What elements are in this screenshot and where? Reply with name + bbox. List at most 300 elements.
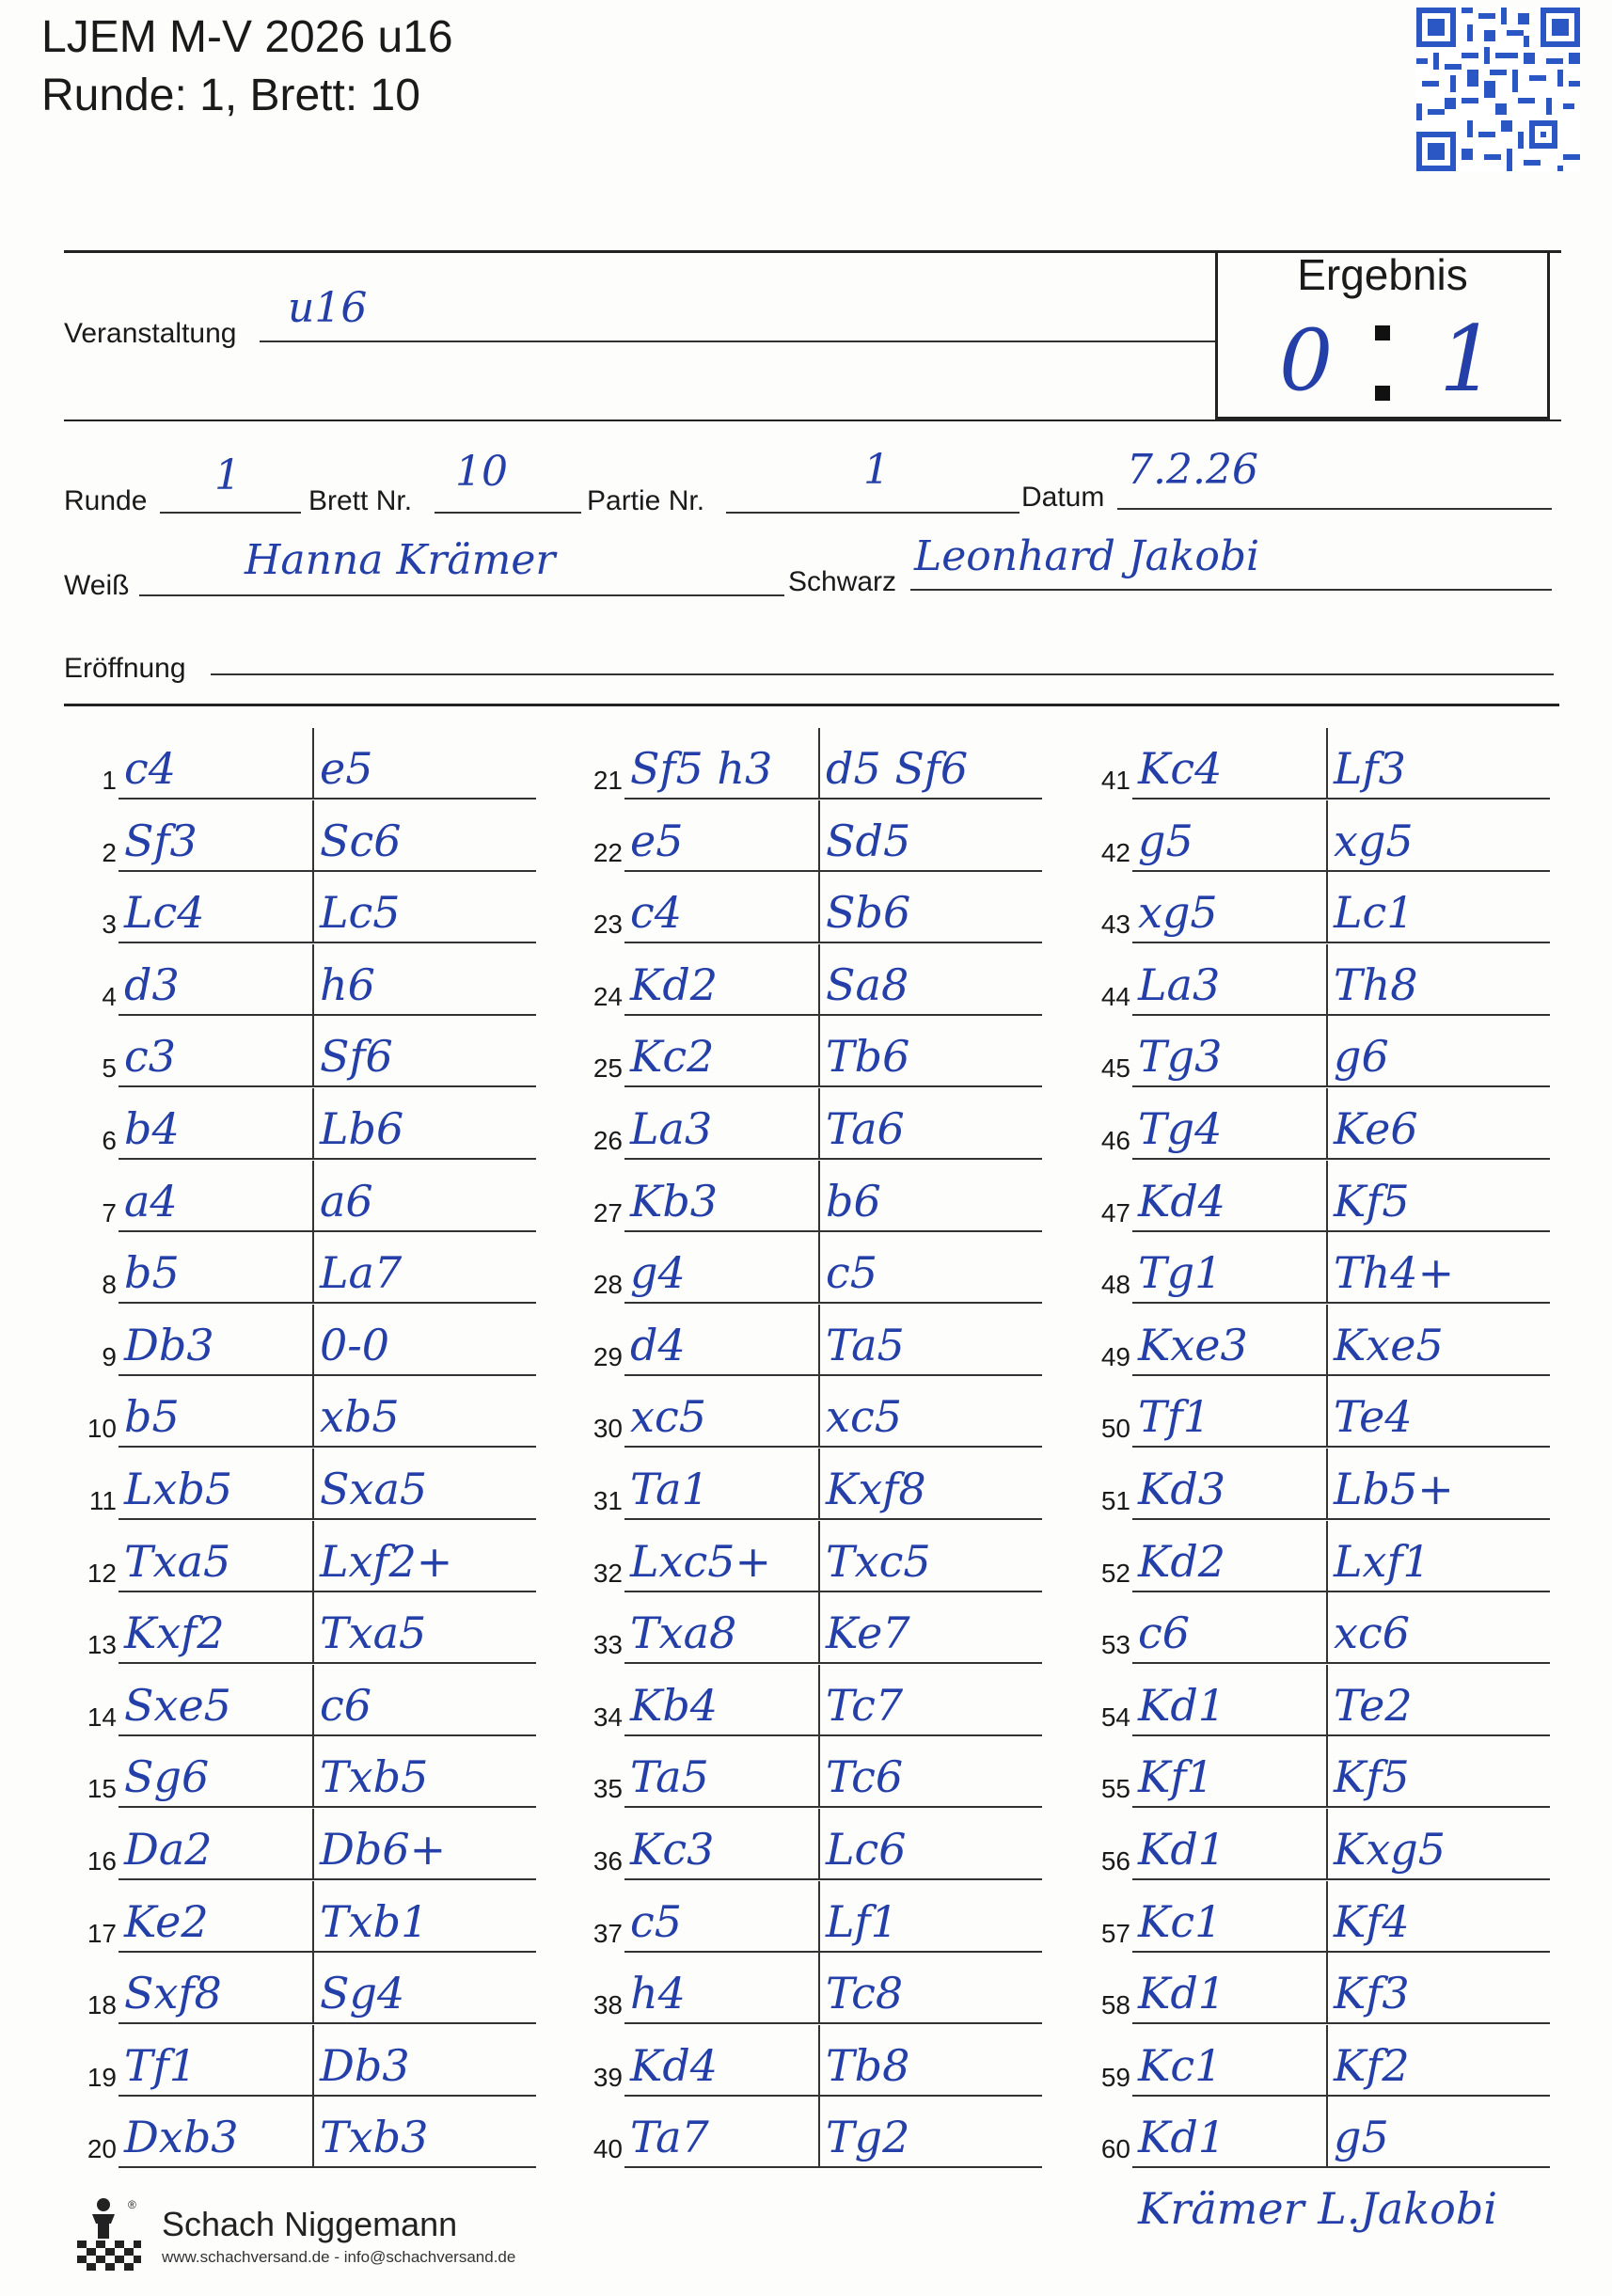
move-row bbox=[64, 1736, 536, 1808]
white-move: Lxb5 bbox=[124, 1464, 233, 1514]
move-number: 28 bbox=[593, 1270, 623, 1300]
black-move: Kxg5 bbox=[1334, 1824, 1446, 1875]
move-row bbox=[1078, 1953, 1550, 2024]
move-column-separator bbox=[1326, 728, 1328, 800]
move-number: 34 bbox=[593, 1702, 623, 1732]
white-move: La3 bbox=[1138, 958, 1221, 1010]
datum-label: Datum bbox=[1021, 482, 1105, 513]
black-move: Lc6 bbox=[826, 1824, 907, 1875]
move-column-separator bbox=[818, 1665, 820, 1736]
move-column-separator bbox=[312, 1809, 314, 1880]
move-row bbox=[1078, 1161, 1550, 1232]
move-row bbox=[570, 2097, 1042, 2168]
move-number: 23 bbox=[593, 910, 623, 940]
datum-line bbox=[1117, 508, 1552, 510]
move-column-separator bbox=[1326, 1305, 1328, 1376]
move-number: 15 bbox=[87, 1774, 117, 1804]
black-move: Txc5 bbox=[826, 1535, 931, 1587]
white-move: c5 bbox=[630, 1895, 683, 1947]
white-move: Kc4 bbox=[1138, 743, 1223, 794]
move-number: 11 bbox=[88, 1486, 117, 1515]
black-move: La7 bbox=[320, 1247, 403, 1299]
white-move: Kd1 bbox=[1138, 2112, 1226, 2163]
white-move: Lc4 bbox=[124, 887, 205, 939]
black-move: Ke7 bbox=[826, 1607, 910, 1659]
veranstaltung-label: Veranstaltung bbox=[64, 318, 237, 349]
black-move: Lb6 bbox=[320, 1103, 404, 1154]
move-row bbox=[570, 1449, 1042, 1520]
move-column-separator bbox=[1326, 872, 1328, 943]
white-move: Tf1 bbox=[124, 2039, 197, 2091]
black-move: b6 bbox=[826, 1175, 881, 1227]
black-move: Lc1 bbox=[1334, 887, 1414, 939]
move-row bbox=[64, 2025, 536, 2097]
move-number: 19 bbox=[87, 2062, 117, 2092]
veranstaltung-line bbox=[260, 340, 1215, 342]
black-move: e5 bbox=[320, 743, 373, 794]
white-move: Sxf8 bbox=[124, 1968, 222, 2019]
move-column-separator bbox=[1326, 1665, 1328, 1736]
black-move: c6 bbox=[320, 1679, 372, 1731]
black-move: Tb6 bbox=[826, 1031, 910, 1083]
move-row bbox=[1078, 1305, 1550, 1376]
move-number: 12 bbox=[87, 1558, 117, 1588]
move-line bbox=[624, 2166, 1042, 2168]
move-number: 3 bbox=[102, 910, 117, 940]
move-row bbox=[64, 1953, 536, 2024]
move-column-separator bbox=[312, 1161, 314, 1232]
black-move: Tc7 bbox=[826, 1679, 904, 1731]
move-number: 29 bbox=[593, 1341, 623, 1371]
move-column-separator bbox=[818, 2097, 820, 2168]
move-row bbox=[1078, 1449, 1550, 1520]
move-row bbox=[570, 1016, 1042, 1087]
black-move: xg5 bbox=[1334, 815, 1414, 866]
white-move: c4 bbox=[630, 887, 683, 939]
move-number: 9 bbox=[102, 1341, 117, 1371]
move-row bbox=[64, 1592, 536, 1664]
move-number: 10 bbox=[87, 1414, 117, 1444]
move-column-separator bbox=[312, 944, 314, 1016]
white-move: Kd2 bbox=[630, 958, 719, 1010]
move-number: 44 bbox=[1100, 981, 1130, 1011]
move-row bbox=[1078, 1088, 1550, 1160]
move-number: 53 bbox=[1100, 1630, 1130, 1660]
black-move: Tc6 bbox=[826, 1751, 904, 1803]
move-column-separator bbox=[1326, 1376, 1328, 1448]
white-move: b5 bbox=[124, 1391, 180, 1443]
white-move: Tg4 bbox=[1138, 1103, 1223, 1154]
white-move: Tg3 bbox=[1138, 1031, 1223, 1083]
black-move: Lf3 bbox=[1334, 743, 1406, 794]
white-move: Sg6 bbox=[124, 1751, 210, 1803]
move-row bbox=[570, 2025, 1042, 2097]
move-row bbox=[1078, 1016, 1550, 1087]
brett-label: Brett Nr. bbox=[308, 485, 413, 516]
black-move: Tg2 bbox=[826, 2112, 910, 2163]
move-column-separator bbox=[312, 1881, 314, 1953]
white-move: Kd3 bbox=[1138, 1464, 1226, 1514]
white-move: Dxb3 bbox=[124, 2112, 239, 2163]
move-number: 22 bbox=[593, 837, 623, 867]
white-move: Tf1 bbox=[1138, 1391, 1210, 1443]
black-move: Txb3 bbox=[320, 2112, 429, 2163]
move-number: 47 bbox=[1100, 1197, 1130, 1227]
move-column-separator bbox=[312, 1736, 314, 1808]
move-row bbox=[1078, 728, 1550, 800]
move-row bbox=[64, 872, 536, 943]
move-row bbox=[64, 2097, 536, 2168]
move-row bbox=[570, 728, 1042, 800]
black-move: Th4+ bbox=[1334, 1247, 1455, 1299]
move-row bbox=[570, 1736, 1042, 1808]
move-row bbox=[1078, 1232, 1550, 1304]
white-move: Kc2 bbox=[630, 1031, 715, 1083]
white-move: Kc1 bbox=[1138, 1895, 1223, 1947]
black-move: Lb5+ bbox=[1334, 1464, 1454, 1514]
move-number: 32 bbox=[593, 1558, 623, 1588]
move-column-separator bbox=[1326, 1521, 1328, 1592]
white-move: Kd2 bbox=[1138, 1535, 1226, 1587]
move-column-separator bbox=[1326, 1232, 1328, 1304]
move-row bbox=[64, 1088, 536, 1160]
move-row bbox=[570, 944, 1042, 1016]
move-row bbox=[570, 1592, 1042, 1664]
move-column-separator bbox=[312, 1592, 314, 1664]
black-move: Lxf1 bbox=[1334, 1535, 1430, 1587]
move-number: 48 bbox=[1100, 1270, 1130, 1300]
schwarz-line bbox=[910, 589, 1552, 591]
logo-contact: www.schachversand.de - info@schachversand.de bbox=[162, 2248, 516, 2266]
datum-value: 7.2.26 bbox=[1127, 446, 1258, 494]
white-move: Db3 bbox=[124, 1319, 214, 1370]
result-black-score: 1 bbox=[1439, 307, 1497, 412]
move-row bbox=[570, 1953, 1042, 2024]
move-row bbox=[570, 1376, 1042, 1448]
move-row bbox=[64, 1161, 536, 1232]
black-move: Sf6 bbox=[320, 1031, 393, 1083]
move-column-separator bbox=[312, 1016, 314, 1087]
move-number: 37 bbox=[593, 1918, 623, 1948]
white-move: b4 bbox=[124, 1103, 180, 1154]
weiss-value: Hanna Krämer bbox=[245, 536, 556, 584]
veranstaltung-value: u16 bbox=[288, 284, 368, 332]
black-move: Txa5 bbox=[320, 1607, 427, 1659]
move-number: 43 bbox=[1100, 910, 1130, 940]
move-column-separator bbox=[818, 1161, 820, 1232]
move-row bbox=[570, 872, 1042, 943]
white-move: Ta1 bbox=[630, 1464, 709, 1514]
move-row bbox=[64, 800, 536, 872]
white-move: g4 bbox=[630, 1247, 686, 1299]
move-column-separator bbox=[818, 1016, 820, 1087]
black-move: Th8 bbox=[1334, 958, 1418, 1010]
brett-value: 10 bbox=[455, 448, 508, 496]
eroeffnung-label: Eröffnung bbox=[64, 653, 186, 684]
move-row bbox=[570, 1088, 1042, 1160]
white-move: xc5 bbox=[630, 1391, 706, 1443]
black-move: Kf2 bbox=[1334, 2039, 1410, 2091]
move-column-separator bbox=[312, 800, 314, 872]
black-move: g5 bbox=[1334, 2112, 1389, 2163]
black-move: Ta5 bbox=[826, 1319, 905, 1370]
weiss-line bbox=[139, 594, 784, 596]
move-row bbox=[1078, 1592, 1550, 1664]
white-move: Kb3 bbox=[630, 1175, 719, 1227]
move-column-separator bbox=[312, 2097, 314, 2168]
move-number: 7 bbox=[102, 1197, 117, 1227]
black-move: Sg4 bbox=[320, 1968, 405, 2019]
move-column-separator bbox=[312, 1953, 314, 2024]
move-column-separator bbox=[818, 1232, 820, 1304]
move-number: 55 bbox=[1100, 1774, 1130, 1804]
black-move: xc5 bbox=[826, 1391, 902, 1443]
move-number: 56 bbox=[1100, 1846, 1130, 1876]
result-white-score: 0 bbox=[1279, 311, 1334, 410]
white-move: Kb4 bbox=[630, 1679, 719, 1731]
move-column-separator bbox=[1326, 1809, 1328, 1880]
black-move: Kf5 bbox=[1334, 1751, 1410, 1803]
move-row bbox=[1078, 1665, 1550, 1736]
black-move: Txb5 bbox=[320, 1751, 429, 1803]
move-column-separator bbox=[1326, 2025, 1328, 2097]
move-row bbox=[570, 1809, 1042, 1880]
black-move: Sd5 bbox=[826, 815, 911, 866]
move-column-separator bbox=[818, 1953, 820, 2024]
move-number: 31 bbox=[593, 1486, 623, 1515]
move-column-separator bbox=[818, 800, 820, 872]
move-row bbox=[1078, 1881, 1550, 1953]
move-number: 27 bbox=[593, 1197, 623, 1227]
black-move: Kxe5 bbox=[1334, 1319, 1444, 1370]
move-row bbox=[1078, 944, 1550, 1016]
move-number: 39 bbox=[593, 2062, 623, 2092]
move-column-separator bbox=[312, 728, 314, 800]
schwarz-label: Schwarz bbox=[788, 566, 897, 597]
move-column-separator bbox=[818, 872, 820, 943]
move-row bbox=[570, 1161, 1042, 1232]
move-row bbox=[64, 1881, 536, 1953]
move-column-separator bbox=[312, 1305, 314, 1376]
move-row bbox=[64, 1449, 536, 1520]
move-line bbox=[1132, 2166, 1550, 2168]
move-number: 26 bbox=[593, 1126, 623, 1155]
move-row bbox=[64, 728, 536, 800]
black-move: Kf3 bbox=[1334, 1968, 1410, 2019]
black-move: Tb8 bbox=[826, 2039, 910, 2091]
move-column-separator bbox=[818, 1088, 820, 1160]
black-move: Txb1 bbox=[320, 1895, 429, 1947]
move-number: 54 bbox=[1100, 1702, 1130, 1732]
move-column-separator bbox=[818, 1305, 820, 1376]
move-row bbox=[64, 1521, 536, 1592]
move-number: 50 bbox=[1100, 1414, 1130, 1444]
move-column-separator bbox=[312, 1088, 314, 1160]
black-move: Te4 bbox=[1334, 1391, 1413, 1443]
qr-code-icon bbox=[1416, 8, 1580, 171]
white-move: b5 bbox=[124, 1247, 180, 1299]
chess-logo-icon bbox=[75, 2195, 143, 2274]
move-number: 33 bbox=[593, 1630, 623, 1660]
move-row bbox=[1078, 1736, 1550, 1808]
move-column-separator bbox=[818, 1449, 820, 1520]
move-row bbox=[1078, 2025, 1550, 2097]
result-colon-dot bbox=[1375, 325, 1390, 340]
move-column-separator bbox=[818, 1881, 820, 1953]
move-number: 8 bbox=[102, 1270, 117, 1300]
schwarz-value: Leonhard Jakobi bbox=[914, 532, 1260, 580]
move-row bbox=[64, 1016, 536, 1087]
white-move: Ta5 bbox=[630, 1751, 709, 1803]
move-column-separator bbox=[1326, 2097, 1328, 2168]
partie-label: Partie Nr. bbox=[587, 485, 705, 516]
white-move: c4 bbox=[124, 743, 177, 794]
move-number: 40 bbox=[593, 2134, 623, 2164]
move-column-separator bbox=[818, 1809, 820, 1880]
move-number: 14 bbox=[87, 1702, 117, 1732]
move-line bbox=[119, 2166, 536, 2168]
move-column-separator bbox=[312, 1449, 314, 1520]
move-row bbox=[1078, 1376, 1550, 1448]
move-column-separator bbox=[818, 1521, 820, 1592]
move-column-separator bbox=[818, 1376, 820, 1448]
black-move: a6 bbox=[320, 1175, 373, 1227]
white-move: Kd4 bbox=[630, 2039, 719, 2091]
move-number: 49 bbox=[1100, 1341, 1130, 1371]
white-move: Kd1 bbox=[1138, 1824, 1226, 1875]
move-number: 25 bbox=[593, 1053, 623, 1084]
move-column-separator bbox=[818, 944, 820, 1016]
move-row bbox=[64, 1376, 536, 1448]
move-number: 41 bbox=[1100, 766, 1130, 795]
move-number: 6 bbox=[102, 1126, 117, 1155]
white-move: Ke2 bbox=[124, 1895, 209, 1947]
move-number: 13 bbox=[87, 1630, 117, 1660]
white-move: xg5 bbox=[1138, 887, 1218, 939]
brett-line bbox=[435, 512, 581, 514]
move-column-separator bbox=[1326, 1592, 1328, 1664]
move-number: 57 bbox=[1100, 1918, 1130, 1948]
white-move: d4 bbox=[630, 1319, 686, 1370]
move-column-separator bbox=[1326, 1953, 1328, 2024]
page-title: LJEM M-V 2026 u16 bbox=[41, 12, 453, 62]
white-move: c3 bbox=[124, 1031, 177, 1083]
move-row bbox=[570, 1665, 1042, 1736]
move-column-separator bbox=[1326, 1161, 1328, 1232]
move-row bbox=[1078, 800, 1550, 872]
white-move: c6 bbox=[1138, 1607, 1191, 1659]
move-number: 38 bbox=[593, 1990, 623, 2020]
partie-value: 1 bbox=[863, 446, 890, 494]
white-move: Lxc5+ bbox=[630, 1535, 772, 1587]
black-move: Sa8 bbox=[826, 958, 909, 1010]
move-row bbox=[1078, 872, 1550, 943]
move-number: 45 bbox=[1100, 1053, 1130, 1084]
white-move: Kxf2 bbox=[124, 1607, 225, 1659]
white-move: g5 bbox=[1138, 815, 1193, 866]
black-move: Tc8 bbox=[826, 1968, 904, 2019]
move-number: 35 bbox=[593, 1774, 623, 1804]
black-move: Te2 bbox=[1334, 1679, 1413, 1731]
logo-name: Schach Niggemann bbox=[162, 2205, 458, 2243]
white-move: Kxe3 bbox=[1138, 1319, 1248, 1370]
black-move: Kf5 bbox=[1334, 1175, 1410, 1227]
white-move: Kc3 bbox=[630, 1824, 715, 1875]
black-move: Ta6 bbox=[826, 1103, 905, 1154]
move-number: 18 bbox=[87, 1990, 117, 2020]
move-column-separator bbox=[1326, 1449, 1328, 1520]
white-move: Sxe5 bbox=[124, 1679, 231, 1731]
eroeffnung-line bbox=[211, 673, 1554, 675]
white-move: Kc1 bbox=[1138, 2039, 1223, 2091]
move-number: 20 bbox=[87, 2134, 117, 2164]
move-row bbox=[1078, 1809, 1550, 1880]
move-number: 24 bbox=[593, 981, 623, 1011]
move-row bbox=[570, 800, 1042, 872]
white-move: Tg1 bbox=[1138, 1247, 1223, 1299]
form-mid-rule bbox=[64, 420, 1561, 421]
move-column-separator bbox=[818, 1592, 820, 1664]
white-move: a4 bbox=[124, 1175, 178, 1227]
white-move: h4 bbox=[630, 1968, 686, 2019]
page-subtitle: Runde: 1, Brett: 10 bbox=[41, 71, 420, 120]
move-number: 52 bbox=[1100, 1558, 1130, 1588]
move-column-separator bbox=[312, 1232, 314, 1304]
move-number: 1 bbox=[102, 766, 117, 795]
move-number: 58 bbox=[1100, 1990, 1130, 2020]
move-column-separator bbox=[818, 1736, 820, 1808]
move-row bbox=[570, 1521, 1042, 1592]
move-column-separator bbox=[312, 1521, 314, 1592]
move-row bbox=[570, 1305, 1042, 1376]
white-move: La3 bbox=[630, 1103, 713, 1154]
black-move: Db6+ bbox=[320, 1824, 447, 1875]
move-column-separator bbox=[1326, 1016, 1328, 1087]
partie-line bbox=[726, 512, 1019, 514]
white-move: Kd4 bbox=[1138, 1175, 1226, 1227]
black-move: Sxa5 bbox=[320, 1464, 428, 1514]
black-move: xb5 bbox=[320, 1391, 400, 1443]
move-number: 30 bbox=[593, 1414, 623, 1444]
white-move: Txa8 bbox=[630, 1607, 737, 1659]
moves-top-rule bbox=[64, 704, 1559, 706]
move-column-separator bbox=[1326, 1736, 1328, 1808]
move-row bbox=[570, 1232, 1042, 1304]
move-number: 51 bbox=[1100, 1486, 1130, 1515]
move-column-separator bbox=[818, 2025, 820, 2097]
move-column-separator bbox=[312, 1665, 314, 1736]
black-move: xc6 bbox=[1334, 1607, 1410, 1659]
move-number: 60 bbox=[1100, 2134, 1130, 2164]
move-row bbox=[64, 1305, 536, 1376]
move-number: 17 bbox=[87, 1918, 117, 1948]
move-column-separator bbox=[1326, 1881, 1328, 1953]
white-move: Sf3 bbox=[124, 815, 198, 866]
black-move: 0-0 bbox=[320, 1319, 390, 1370]
move-column-separator bbox=[312, 1376, 314, 1448]
signatures: Krämer L.Jakobi bbox=[1138, 2183, 1497, 2234]
move-number: 4 bbox=[102, 981, 117, 1011]
move-row bbox=[570, 1881, 1042, 1953]
white-move: Da2 bbox=[124, 1824, 213, 1875]
move-row bbox=[64, 1232, 536, 1304]
black-move: h6 bbox=[320, 958, 375, 1010]
move-number: 36 bbox=[593, 1846, 623, 1876]
white-move: d3 bbox=[124, 958, 180, 1010]
move-number: 5 bbox=[102, 1053, 117, 1084]
white-move: Kf1 bbox=[1138, 1751, 1214, 1803]
black-move: Lxf2+ bbox=[320, 1535, 453, 1587]
